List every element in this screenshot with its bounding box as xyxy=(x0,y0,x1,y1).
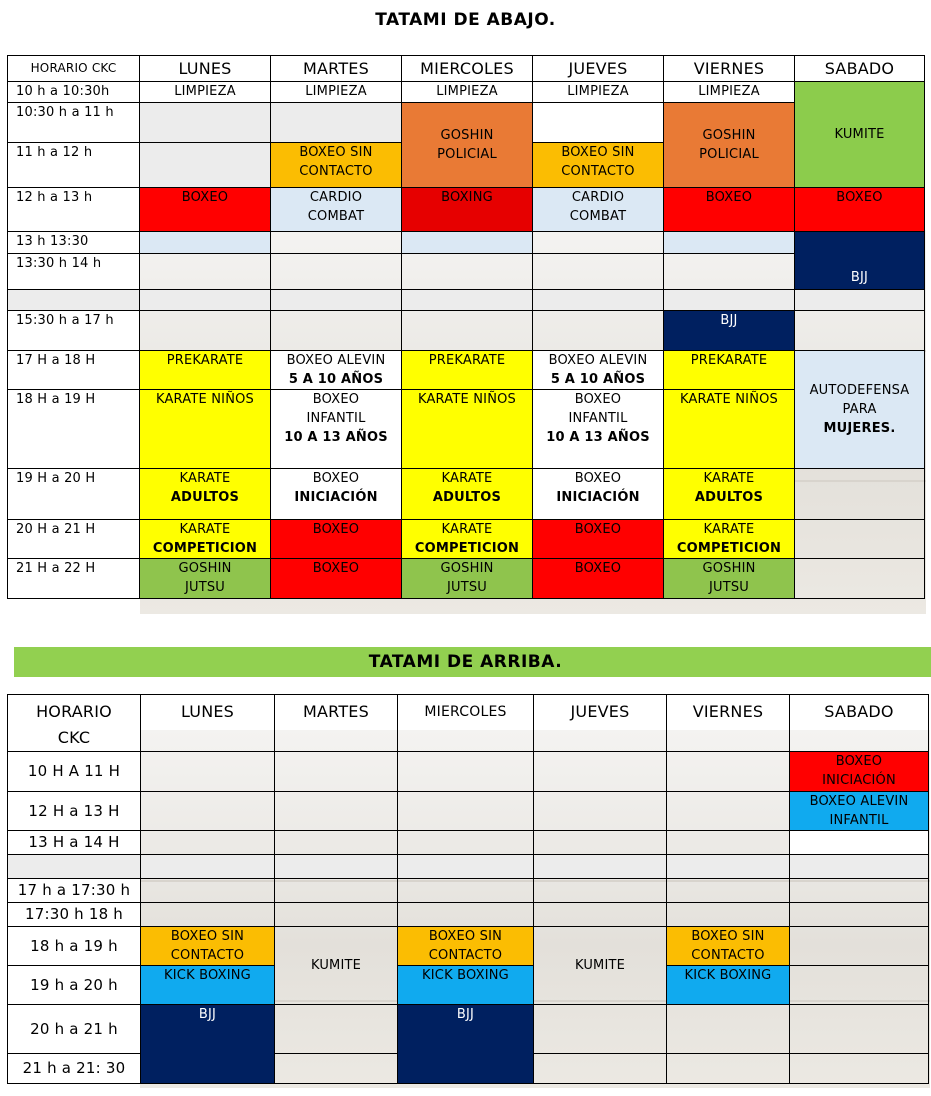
class-cell: KARATE NIÑOS xyxy=(140,390,271,469)
class-cell xyxy=(271,188,402,232)
empty-cell xyxy=(667,831,790,855)
time-slot: 13 H a 14 H xyxy=(8,831,141,855)
header-viernes: VIERNES xyxy=(667,695,790,752)
class-line: CONTACTO xyxy=(428,948,503,963)
time-slot: 10 H A 11 H xyxy=(8,752,141,792)
empty-cell xyxy=(667,752,790,792)
header-horario-line: CKC xyxy=(57,728,91,747)
class-cell xyxy=(664,469,795,520)
class-cell xyxy=(533,351,664,390)
class-cell: BOXEO xyxy=(271,520,402,559)
class-cell: BOXEO xyxy=(664,188,795,232)
header-miercoles: MIERCOLES xyxy=(398,695,534,752)
class-cell xyxy=(398,927,534,966)
class-line: COMPETICION xyxy=(152,541,258,556)
class-cell: KICK BOXING xyxy=(667,966,790,1005)
empty-cell xyxy=(795,469,925,520)
class-cell: KUMITE xyxy=(534,927,667,1005)
empty-cell xyxy=(271,232,402,254)
empty-cell xyxy=(534,1054,667,1084)
class-line: 5 A 10 AÑOS xyxy=(550,372,646,387)
class-line: COMPETICION xyxy=(414,541,520,556)
empty-cell xyxy=(271,290,402,311)
empty-cell xyxy=(533,311,664,351)
empty-cell xyxy=(790,966,929,1005)
time-slot: 13 h 13:30 xyxy=(8,232,140,254)
class-line: JUTSU xyxy=(708,580,750,595)
time-slot: 19 h a 20 h xyxy=(8,966,141,1005)
empty-cell xyxy=(141,752,275,792)
class-line: CONTACTO xyxy=(691,948,765,963)
class-cell xyxy=(402,469,533,520)
class-line: ADULTOS xyxy=(694,490,764,505)
class-line: BOXEO ALEVIN xyxy=(548,353,648,368)
empty-cell xyxy=(398,752,534,792)
empty-cell xyxy=(795,311,925,351)
class-cell xyxy=(271,469,402,520)
class-line: KARATE xyxy=(441,471,493,486)
empty-cell xyxy=(402,254,533,290)
class-cell: BJJ xyxy=(141,1005,275,1084)
class-cell: LIMPIEZA xyxy=(402,82,533,103)
empty-cell xyxy=(140,290,271,311)
empty-cell xyxy=(790,1005,929,1054)
empty-cell xyxy=(275,1054,398,1084)
empty-cell xyxy=(271,311,402,351)
class-line: BOXEO xyxy=(312,471,360,486)
class-line: KARATE xyxy=(179,471,231,486)
class-line: KARATE xyxy=(441,522,493,537)
time-slot: 18 H a 19 H xyxy=(8,390,140,469)
class-line: 10 A 13 AÑOS xyxy=(546,430,650,445)
class-cell: BOXEO xyxy=(533,520,664,559)
time-slot: 15:30 h a 17 h xyxy=(8,311,140,351)
class-line: CONTACTO xyxy=(299,164,373,179)
time-slot: 13:30 h 14 h xyxy=(8,254,140,290)
empty-cell xyxy=(141,831,275,855)
class-line: CARDIO xyxy=(309,190,363,205)
empty-cell xyxy=(534,903,667,927)
header-lunes: LUNES xyxy=(141,695,275,752)
class-cell: BOXEO xyxy=(271,559,402,599)
class-cell: PREKARATE xyxy=(140,351,271,390)
empty-cell xyxy=(664,290,795,311)
class-cell xyxy=(533,143,664,188)
empty-cell xyxy=(275,1005,398,1054)
empty-cell xyxy=(140,232,271,254)
empty-cell xyxy=(790,1054,929,1084)
empty-cell xyxy=(795,559,925,599)
empty-cell xyxy=(141,792,275,831)
tatami-abajo-title: TATAMI DE ABAJO. xyxy=(375,10,556,30)
header-martes: MARTES xyxy=(275,695,398,752)
empty-cell xyxy=(534,792,667,831)
class-cell xyxy=(533,469,664,520)
empty-cell xyxy=(398,855,534,879)
time-slot: 20 h a 21 h xyxy=(8,1005,141,1054)
class-line: INFANTIL xyxy=(829,813,889,828)
class-cell: KICK BOXING xyxy=(141,966,275,1005)
class-cell xyxy=(140,469,271,520)
class-line: BOXEO SIN xyxy=(170,929,245,944)
empty-cell xyxy=(534,855,667,879)
time-slot: 17 H a 18 H xyxy=(8,351,140,390)
class-cell: LIMPIEZA xyxy=(533,82,664,103)
empty-cell xyxy=(140,311,271,351)
class-cell: KARATE NIÑOS xyxy=(664,390,795,469)
class-cell xyxy=(533,188,664,232)
class-line: COMBAT xyxy=(569,209,627,224)
header-miercoles: MIERCOLES xyxy=(402,56,533,82)
class-cell xyxy=(402,520,533,559)
class-line: 5 A 10 AÑOS xyxy=(288,372,384,387)
class-line: JUTSU xyxy=(184,580,226,595)
header-sabado: SABADO xyxy=(795,56,925,82)
time-slot: 19 H a 20 H xyxy=(8,469,140,520)
class-cell xyxy=(667,927,790,966)
empty-cell xyxy=(275,855,398,879)
class-line: BOXEO SIN xyxy=(561,145,635,160)
class-line: INICIACIÓN xyxy=(294,490,378,505)
time-slot: 17:30 h 18 h xyxy=(8,903,141,927)
class-cell: BOXING xyxy=(402,188,533,232)
class-line: GOSHIN xyxy=(440,128,494,143)
empty-cell xyxy=(664,232,795,254)
empty-cell xyxy=(271,103,402,143)
class-line: COMBAT xyxy=(307,209,365,224)
class-line: BOXEO SIN xyxy=(299,145,373,160)
class-line: BOXEO ALEVIN xyxy=(286,353,386,368)
tatami-abajo-schedule xyxy=(7,55,925,599)
empty-cell xyxy=(534,752,667,792)
empty-cell xyxy=(275,752,398,792)
time-slot: 10 h a 10:30h xyxy=(8,82,140,103)
time-slot: 10:30 h a 11 h xyxy=(8,103,140,143)
empty-cell xyxy=(790,831,929,855)
empty-cell xyxy=(790,927,929,966)
empty-cell xyxy=(533,232,664,254)
time-slot: 18 h a 19 h xyxy=(8,927,141,966)
empty-cell xyxy=(398,831,534,855)
empty-cell xyxy=(402,232,533,254)
empty-cell xyxy=(790,879,929,903)
class-cell xyxy=(271,351,402,390)
empty-cell xyxy=(533,254,664,290)
class-line: BOXEO SIN xyxy=(691,929,765,944)
time-slot xyxy=(8,290,140,311)
empty-cell xyxy=(398,903,534,927)
class-line: ADULTOS xyxy=(170,490,240,505)
class-cell xyxy=(664,520,795,559)
empty-cell xyxy=(533,103,664,143)
class-cell xyxy=(790,752,929,792)
header-jueves: JUEVES xyxy=(534,695,667,752)
empty-cell xyxy=(398,879,534,903)
empty-cell xyxy=(140,143,271,188)
class-line: ADULTOS xyxy=(432,490,502,505)
empty-cell xyxy=(667,903,790,927)
class-line: KARATE xyxy=(703,522,755,537)
class-line: GOSHIN xyxy=(178,561,232,576)
class-line: GOSHIN xyxy=(702,128,756,143)
class-cell xyxy=(533,390,664,469)
class-cell: LIMPIEZA xyxy=(271,82,402,103)
class-cell: PREKARATE xyxy=(664,351,795,390)
empty-cell xyxy=(667,1054,790,1084)
time-slot: 12 H a 13 H xyxy=(8,792,141,831)
empty-cell xyxy=(271,254,402,290)
class-cell: BOXEO xyxy=(533,559,664,599)
header-sabado: SABADO xyxy=(790,695,929,752)
class-line: POLICIAL xyxy=(437,147,497,162)
empty-cell xyxy=(398,792,534,831)
empty-cell xyxy=(795,520,925,559)
empty-cell xyxy=(140,254,271,290)
class-cell: BOXEO xyxy=(140,188,271,232)
class-line: POLICIAL xyxy=(699,147,759,162)
class-cell: KARATE NIÑOS xyxy=(402,390,533,469)
class-line: COMPETICION xyxy=(676,541,782,556)
empty-cell xyxy=(275,879,398,903)
empty-cell xyxy=(534,1005,667,1054)
header-viernes: VIERNES xyxy=(664,56,795,82)
class-cell xyxy=(402,559,533,599)
class-cell xyxy=(141,927,275,966)
header-horario: HORARIO CKC xyxy=(8,56,140,82)
empty-cell xyxy=(667,1005,790,1054)
class-cell: KICK BOXING xyxy=(398,966,534,1005)
empty-cell xyxy=(790,903,929,927)
class-line: JUTSU xyxy=(446,580,488,595)
time-slot: 21 H a 22 H xyxy=(8,559,140,599)
class-cell xyxy=(271,143,402,188)
class-line: BOXEO SIN xyxy=(428,929,503,944)
header-martes: MARTES xyxy=(271,56,402,82)
time-slot: 12 h a 13 h xyxy=(8,188,140,232)
class-line: BOXEO ALEVIN xyxy=(809,794,909,809)
class-cell: PREKARATE xyxy=(402,351,533,390)
time-slot: 21 h a 21: 30 xyxy=(8,1054,141,1084)
class-line: CARDIO xyxy=(571,190,625,205)
class-cell: LIMPIEZA xyxy=(664,82,795,103)
class-cell: KUMITE xyxy=(795,82,925,188)
class-line: CONTACTO xyxy=(170,948,245,963)
tatami-arriba-title: TATAMI DE ARRIBA. xyxy=(368,652,563,672)
class-line: BOXEO xyxy=(312,392,360,407)
class-cell: BOXEO xyxy=(795,188,925,232)
empty-cell xyxy=(275,831,398,855)
class-cell xyxy=(790,792,929,831)
class-line: BOXEO xyxy=(835,754,883,769)
class-line: 10 A 13 AÑOS xyxy=(284,430,388,445)
class-line: CONTACTO xyxy=(561,164,635,179)
class-cell xyxy=(664,103,795,188)
class-cell: BJJ xyxy=(795,232,925,290)
empty-cell xyxy=(402,311,533,351)
empty-cell xyxy=(141,855,275,879)
empty-cell xyxy=(275,903,398,927)
header-jueves: JUEVES xyxy=(533,56,664,82)
class-line: GOSHIN xyxy=(702,561,756,576)
class-line: INFANTIL xyxy=(306,411,366,426)
class-cell xyxy=(140,520,271,559)
class-line: MUJERES. xyxy=(823,421,896,436)
empty-cell xyxy=(790,855,929,879)
class-cell xyxy=(271,390,402,469)
header-horario-line: HORARIO xyxy=(36,702,112,721)
time-slot: 17 h a 17:30 h xyxy=(8,879,141,903)
class-cell xyxy=(402,103,533,188)
class-cell xyxy=(140,559,271,599)
empty-cell xyxy=(140,103,271,143)
empty-cell xyxy=(533,290,664,311)
class-cell: KUMITE xyxy=(275,927,398,1005)
empty-cell xyxy=(667,792,790,831)
header-horario xyxy=(8,695,141,752)
empty-cell xyxy=(141,903,275,927)
class-line: PARA xyxy=(842,402,877,417)
empty-cell xyxy=(275,792,398,831)
empty-cell xyxy=(795,290,925,311)
class-line: GOSHIN xyxy=(440,561,494,576)
class-line: INICIACIÓN xyxy=(556,490,640,505)
class-line: INICIACIÓN xyxy=(822,773,896,788)
empty-cell xyxy=(667,879,790,903)
time-slot xyxy=(8,855,141,879)
class-line: AUTODEFENSA xyxy=(809,383,910,398)
class-line: KARATE xyxy=(703,471,755,486)
tatami-arriba-schedule xyxy=(7,694,929,1084)
time-slot: 11 h a 12 h xyxy=(8,143,140,188)
empty-cell xyxy=(664,254,795,290)
class-line: BOXEO xyxy=(574,471,622,486)
header-lunes: LUNES xyxy=(140,56,271,82)
empty-cell xyxy=(402,290,533,311)
empty-cell xyxy=(141,879,275,903)
class-cell: BJJ xyxy=(398,1005,534,1084)
class-cell: BJJ xyxy=(664,311,795,351)
class-line: INFANTIL xyxy=(568,411,628,426)
empty-cell xyxy=(534,879,667,903)
class-cell xyxy=(795,351,925,469)
time-slot: 20 H a 21 H xyxy=(8,520,140,559)
empty-cell xyxy=(534,831,667,855)
class-line: KARATE xyxy=(179,522,231,537)
class-cell xyxy=(664,559,795,599)
empty-cell xyxy=(667,855,790,879)
class-cell: LIMPIEZA xyxy=(140,82,271,103)
class-line: BOXEO xyxy=(574,392,622,407)
